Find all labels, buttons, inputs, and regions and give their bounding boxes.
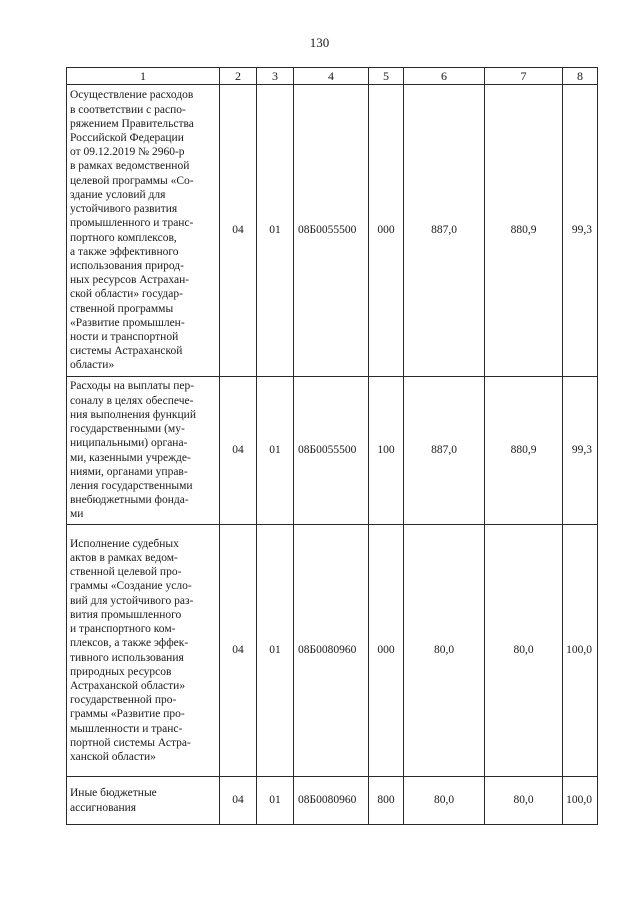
table-row: [67, 85, 598, 377]
subsection-cell: 01: [257, 777, 294, 825]
expense-type-cell: 100: [369, 377, 404, 525]
table-row: [67, 377, 598, 525]
approved-amount-cell: 887,0: [404, 85, 485, 377]
header-cell: 3: [257, 68, 294, 85]
executed-amount-cell: 880,9: [485, 85, 563, 377]
header-cell: 2: [220, 68, 257, 85]
approved-amount-cell: 80,0: [404, 777, 485, 825]
header-row: [67, 68, 598, 85]
row-description-text: Исполнение судебных актов в рамках ведом- ственной целевой про- граммы «Создание усло- вий для устойчивого раз- вития промышленного и транспортного ком- плексов, а также эффек- тивного использования природных ресурсов Астраханской области» государственной про- граммы «Развитие про- мышленности и транс- портной системы Астра- ханской области»: [70, 537, 194, 763]
row-description-text: Иные бюджетные ассигнования: [70, 787, 157, 814]
target-article-cell: 08Б0055500: [294, 85, 369, 377]
expense-type-cell: 800: [369, 777, 404, 825]
percent-cell: 99,3: [563, 377, 598, 525]
table-row: [67, 777, 598, 825]
approved-amount-cell: 887,0: [404, 377, 485, 525]
target-article-cell: 08Б0055500: [294, 377, 369, 525]
executed-amount-cell: 880,9: [485, 377, 563, 525]
approved-amount-cell: 80,0: [404, 525, 485, 777]
expense-type-cell: 000: [369, 525, 404, 777]
header-cell: 7: [485, 68, 563, 85]
table-row: [67, 525, 598, 777]
executed-amount-cell: 80,0: [485, 777, 563, 825]
expense-type-cell: 000: [369, 85, 404, 377]
row-description-text: Расходы на выплаты пер- соналу в целях обеспече- ния выполнения функций государственными (му- ниципальными) органа- ми, казенными учрежде- ниями, органами управ- ления государственными внебюджетными фонда- ми: [70, 380, 196, 521]
executed-amount-cell: 80,0: [485, 525, 563, 777]
percent-cell: 99,3: [563, 85, 598, 377]
header-cell: 1: [67, 68, 220, 85]
budget-table: [66, 67, 598, 825]
row-description: [67, 525, 220, 777]
subsection-cell: 01: [257, 525, 294, 777]
target-article-cell: 08Б0080960: [294, 525, 369, 777]
section-cell: 04: [220, 85, 257, 377]
section-cell: 04: [220, 377, 257, 525]
header-cell: 5: [369, 68, 404, 85]
row-description-text: Осуществление расходов в соответствии с распо- ряжением Правительства Российской Федерации от 09.12.2019 № 2960-р в рамках ведомственной целевой программы «Со- здание условий для устойчивого развития промышленного и транс- портного комплексов, а также эффективного использования природ- ных ресурсов Астрахан- ской области» государ- ственной программы «Развитие промышлен- ности и транспортной системы Астраханской области»: [70, 89, 194, 372]
section-cell: 04: [220, 777, 257, 825]
header-cell: 6: [404, 68, 485, 85]
percent-cell: 100,0: [563, 777, 598, 825]
percent-cell: 100,0: [563, 525, 598, 777]
row-description: [67, 777, 220, 825]
header-cell: 4: [294, 68, 369, 85]
subsection-cell: 01: [257, 377, 294, 525]
row-description: [67, 85, 220, 377]
section-cell: 04: [220, 525, 257, 777]
page-number: 130: [309, 35, 330, 50]
row-description: [67, 377, 220, 525]
header-cell: 8: [563, 68, 598, 85]
target-article-cell: 08Б0080960: [294, 777, 369, 825]
subsection-cell: 01: [257, 85, 294, 377]
